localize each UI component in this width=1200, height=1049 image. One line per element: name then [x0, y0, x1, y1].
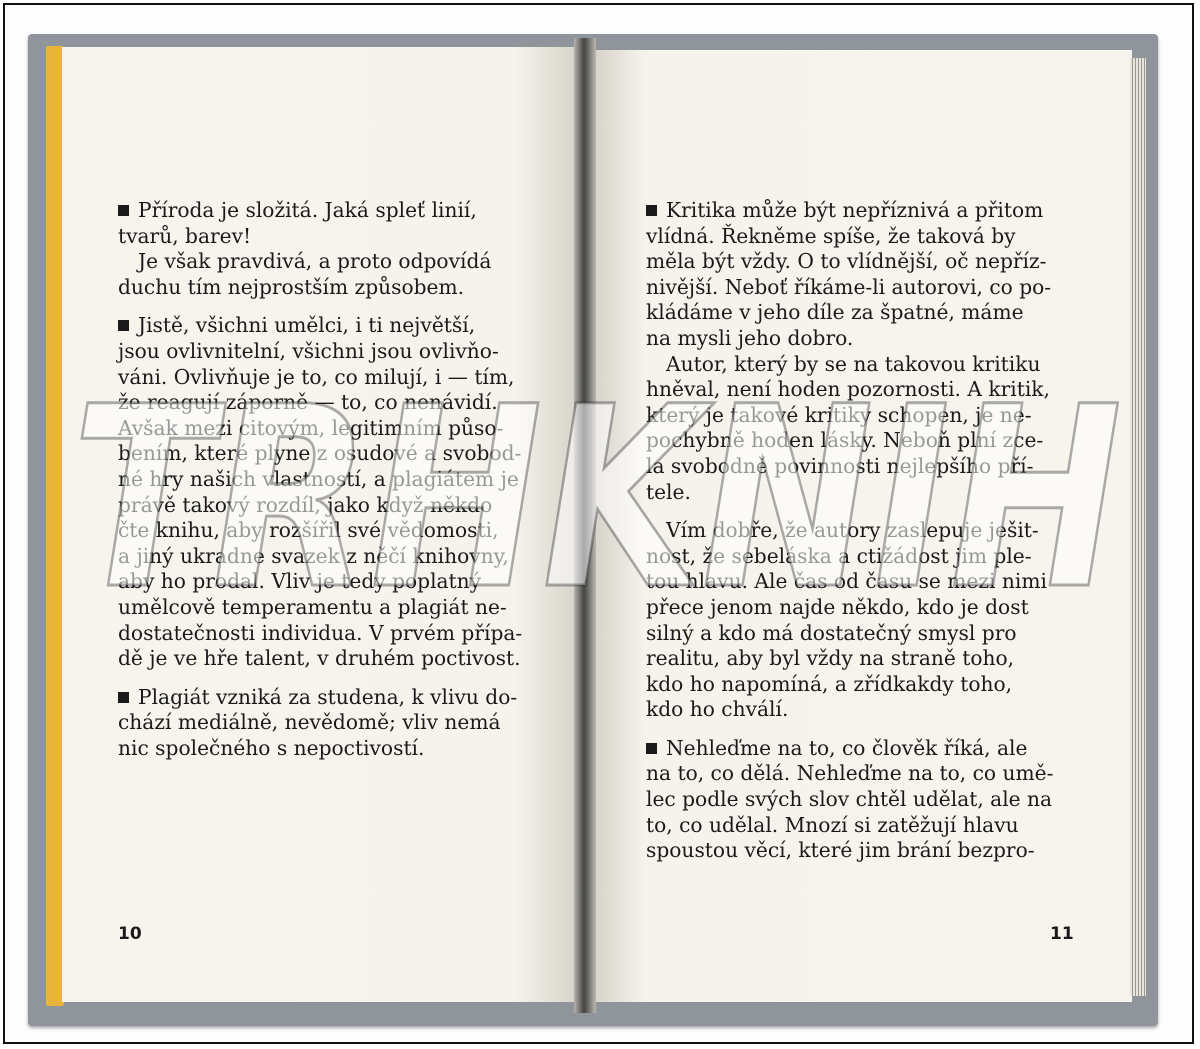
line-text: kdo ho chválí. [646, 697, 789, 722]
text-line [118, 544, 522, 570]
text-line [646, 454, 1053, 480]
text-line [118, 275, 522, 301]
paragraph [646, 736, 1053, 864]
text-line [646, 761, 1053, 787]
square-bullet-icon [646, 205, 657, 216]
line-text: spoustou věcí, které jim brání bezpro- [646, 838, 1035, 863]
text-line [118, 390, 522, 416]
square-bullet-icon [118, 320, 129, 331]
line-text: realitu, aby byl vždy na straně toho, [646, 646, 1015, 671]
line-text: Plagiát vzniká za studena, k vlivu do- [138, 684, 518, 709]
text-line [646, 595, 1053, 621]
line-text: váni. Ovlivňuje je to, co milují, i — tím, [118, 364, 515, 389]
line-text: že reagují záporně — to, co nenávidí. [118, 390, 498, 415]
line-text: tvarů, barev! [118, 223, 252, 248]
paragraph [118, 313, 522, 671]
line-text: tou hlavu. Ale čas od času se mezi nimi [646, 569, 1047, 594]
text-line [118, 416, 522, 442]
line-text: kdo ho napomíná, a zřídkakdy toho, [646, 671, 1013, 696]
text-line [118, 685, 522, 711]
text-line [646, 544, 1053, 570]
line-text: nivější. Neboť říkáme-li autorovi, co po- [646, 274, 1052, 299]
line-text: bením, které plyne z osudové a svobod- [118, 441, 522, 466]
line-text: jsou ovlivnitelní, všichni jsou ovlivňo- [118, 338, 499, 363]
line-text: Autor, který by se na takovou kritiku [666, 351, 1041, 376]
text-line [118, 365, 522, 391]
text-line [118, 467, 522, 493]
left-page-text [118, 198, 522, 761]
line-text: lec podle svých slov chtěl udělat, ale na [646, 787, 1053, 812]
line-text: Příroda je složitá. Jaká spleť linií, [138, 198, 477, 222]
text-line [646, 428, 1053, 454]
text-line [646, 275, 1053, 301]
square-bullet-icon [118, 205, 129, 216]
text-line [646, 403, 1053, 429]
line-text: přece jenom najde někdo, kdo je dost [646, 594, 1029, 619]
text-line [646, 198, 1053, 224]
page-stack-edge [1130, 58, 1146, 996]
square-bullet-icon [646, 743, 657, 754]
line-text: silný a kdo má dostatečný smysl pro [646, 620, 1017, 645]
paragraph [118, 198, 522, 249]
text-line [118, 198, 522, 224]
text-line [646, 621, 1053, 647]
text-line [646, 646, 1053, 672]
text-line [646, 787, 1053, 813]
watermark-text: TRHKNIH [72, 353, 1122, 644]
line-text: a jiný ukradne svazek z něčí knihovny, [118, 543, 509, 568]
text-line [118, 441, 522, 467]
text-line [118, 224, 522, 250]
page-number-right: 11 [1050, 924, 1074, 944]
line-text: Jistě, všichni umělci, i ti největší, [138, 313, 476, 338]
text-line [118, 518, 522, 544]
text-line [118, 569, 522, 595]
line-text: Avšak mezi citovým, legitimním půso- [118, 415, 504, 440]
text-line [646, 736, 1053, 762]
paragraph [118, 249, 522, 300]
page-number-left: 10 [118, 924, 142, 944]
text-line [646, 377, 1053, 403]
text-line [646, 300, 1053, 326]
line-text: né hry našich vlastností, a plagiátem je [118, 466, 519, 491]
text-line [646, 326, 1053, 352]
line-text: duchu tím nejprostším způsobem. [118, 274, 465, 299]
text-line [646, 480, 1053, 506]
line-text: tele. [646, 479, 691, 504]
paragraph [646, 198, 1053, 352]
line-text: nost, že sebeláska a ctižádost jim ple- [646, 543, 1032, 568]
line-text: aby ho prodal. Vliv je tedy poplatný [118, 569, 482, 594]
line-text: vlídná. Řekněme spíše, že taková by [646, 223, 1016, 248]
book-gutter [574, 38, 596, 1013]
text-line [646, 352, 1053, 378]
paragraph [646, 352, 1053, 506]
line-text: dostatečnosti individua. V prvém přípa- [118, 620, 523, 645]
text-line [646, 813, 1053, 839]
line-text: Je však pravdivá, a proto odpovídá [138, 249, 492, 274]
line-text: umělcově temperamentu a plagiát ne- [118, 594, 507, 619]
line-text: dě je ve hře talent, v druhém poctivost. [118, 646, 521, 671]
line-text: nic společného s nepoctivostí. [118, 735, 425, 760]
right-page-text [646, 198, 1053, 864]
line-text: na mysli jeho dobro. [646, 325, 854, 350]
text-line [118, 249, 522, 275]
text-line [118, 313, 522, 339]
text-line [646, 224, 1053, 250]
text-line [118, 493, 522, 519]
square-bullet-icon [118, 692, 129, 703]
line-text: chází mediálně, nevědomě; vliv nemá [118, 710, 501, 735]
line-text: hněval, není hoden pozornosti. A kritik, [646, 377, 1050, 402]
text-line [118, 736, 522, 762]
line-text: měla být vždy. O to vlídnější, oč nepříz- [646, 249, 1047, 274]
line-text: kládáme v jeho díle za špatné, máme [646, 300, 1024, 325]
line-text: pochybně hoden lásky. Neboň plní zce- [646, 428, 1044, 453]
text-line [118, 621, 522, 647]
line-text: Nehleďme na to, co člověk říká, ale [666, 735, 1028, 760]
line-text: la svobodně povinnosti nejlepšího pří- [646, 453, 1034, 478]
text-line [118, 339, 522, 365]
text-line [646, 518, 1053, 544]
line-text: právě takový rozdíl, jako když někdo [118, 492, 493, 517]
line-text: Vím dobře, že autory zaslepuje ješit- [666, 518, 1039, 543]
text-line [118, 595, 522, 621]
text-line [646, 569, 1053, 595]
line-text: to, co udělal. Mnozí si zatěžují hlavu [646, 812, 1019, 837]
line-text: čte knihu, aby rozšířil své vědomosti, [118, 518, 499, 543]
line-text: který je takové kritiky schopen, je ne- [646, 402, 1032, 427]
paragraph [118, 685, 522, 762]
text-line [646, 672, 1053, 698]
text-line [646, 249, 1053, 275]
text-line [646, 838, 1053, 864]
text-line [118, 646, 522, 672]
line-text: Kritika může být nepříznivá a přitom [666, 198, 1044, 222]
text-line [118, 710, 522, 736]
paragraph [646, 518, 1053, 723]
text-line [646, 697, 1053, 723]
line-text: na to, co dělá. Nehleďme na to, co umě- [646, 761, 1054, 786]
